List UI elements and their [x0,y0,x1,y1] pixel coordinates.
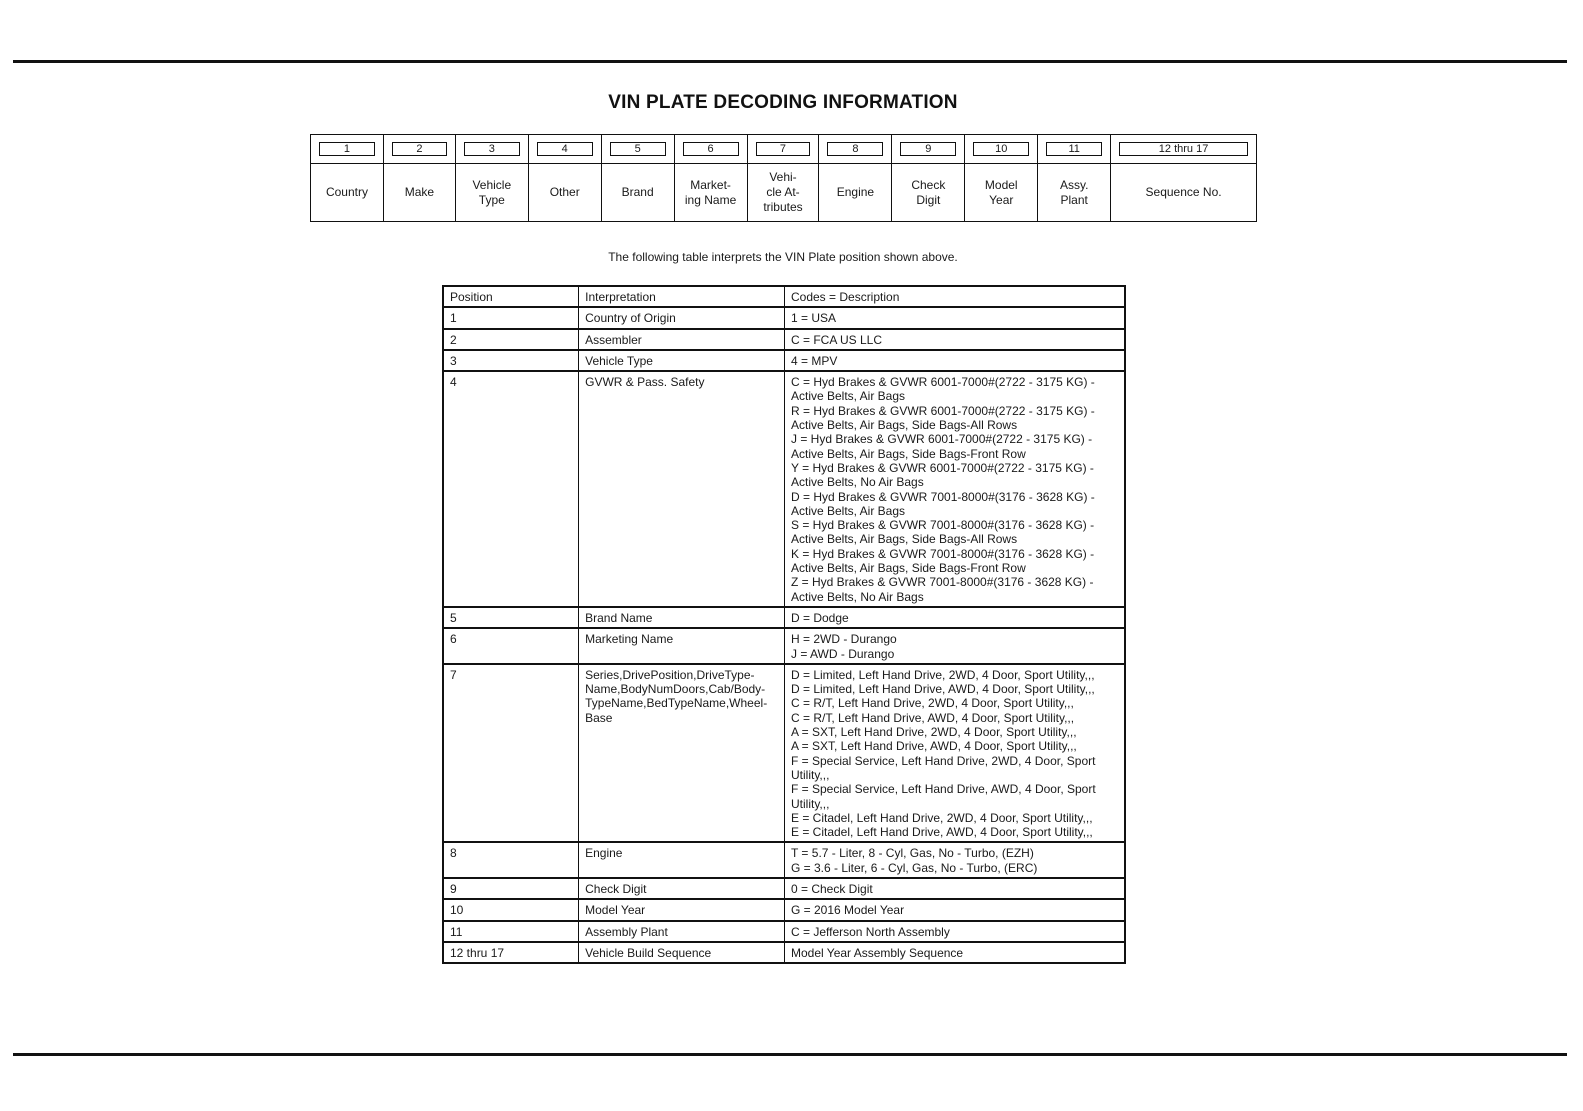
vin-position-number: 1 [319,142,375,156]
vin-position-label: Assy. Plant [1059,177,1089,207]
position-cell: 9 [443,878,579,899]
bottom-rule [13,1053,1567,1056]
codes-cell [784,329,1125,350]
vin-position-cell [311,135,384,221]
interpretation-cell: Vehicle Type [579,350,785,371]
top-rule [13,60,1567,63]
vin-position-number: 11 [1046,142,1102,156]
table-row [443,899,1125,920]
code-line: E = Citadel, Left Hand Drive, AWD, 4 Door, Sport Utility,,, [790,825,1093,840]
interpretation-cell: Series,DrivePosition,DriveType-Name,BodyNumDoors,Cab/Body-TypeName,BedTypeName,Wheel-Base [579,664,785,843]
interpretation-cell: Brand Name [579,607,785,628]
vin-position-cell [602,135,675,221]
vin-position-cell [965,135,1038,221]
code-line: C = Hyd Brakes & GVWR 6001-7000#(2722 - 3175 KG) - Active Belts, Air Bags [790,375,1095,404]
table-row [443,628,1125,664]
position-cell: 8 [443,842,579,878]
code-line: H = 2WD - Durango [790,632,897,647]
code-line: D = Limited, Left Hand Drive, AWD, 4 Door, Sport Utility,,, [790,682,1095,697]
code-line: Model Year Assembly Sequence [790,945,964,960]
interpretation-cell: GVWR & Pass. Safety [579,371,785,607]
vin-position-number: 12 thru 17 [1119,142,1248,156]
code-line: C = FCA US LLC [790,332,883,347]
vin-position-number: 4 [537,142,593,156]
position-cell: 4 [443,371,579,607]
table-row [443,350,1125,371]
vin-position-cell [529,135,602,221]
interpretation-cell: Assembly Plant [579,921,785,942]
table-row [443,842,1125,878]
interpretation-cell: Assembler [579,329,785,350]
table-row [443,607,1125,628]
vin-position-cell [456,135,529,221]
interpretation-cell: Marketing Name [579,628,785,664]
table-header-row [443,286,1125,307]
code-line: C = Jefferson North Assembly [790,924,950,939]
vin-position-strip [310,134,1257,222]
code-line: R = Hyd Brakes & GVWR 6001-7000#(2722 - 3175 KG) - Active Belts, Air Bags, Side Bags-All Rows [790,403,1095,433]
vin-position-label: Market- ing Name [684,177,737,207]
codes-cell [784,942,1125,963]
codes-cell [784,371,1125,607]
table-row [443,878,1125,899]
vin-position-number: 7 [756,142,811,156]
interpretation-cell: Check Digit [579,878,785,899]
interpretation-cell: Country of Origin [579,307,785,328]
position-cell: 5 [443,607,579,628]
header-interpretation: Interpretation [579,286,785,307]
vin-position-label: Brand [621,185,654,199]
vin-position-cell [384,135,456,221]
code-line: F = Special Service, Left Hand Drive, 2WD, 4 Door, Sport Utility,,, [790,753,1096,782]
header-codes: Codes = Description [784,286,1125,307]
code-line: C = R/T, Left Hand Drive, AWD, 4 Door, Sport Utility,,, [790,710,1075,725]
code-line: D = Dodge [790,610,849,625]
vin-position-number: 9 [900,142,956,156]
vin-decoding-table [442,285,1126,964]
position-cell: 11 [443,921,579,942]
code-line: Y = Hyd Brakes & GVWR 6001-7000#(2722 - 3175 KG) - Active Belts, No Air Bags [790,460,1094,490]
vin-position-cell [892,135,965,221]
codes-cell [784,842,1125,878]
codes-cell [784,878,1125,899]
page-title: VIN PLATE DECODING INFORMATION [608,92,958,113]
vin-position-number: 10 [973,142,1029,156]
vin-position-label: Make [404,185,435,199]
vin-position-number: 5 [610,142,666,156]
code-line: A = SXT, Left Hand Drive, AWD, 4 Door, Sport Utility,,, [790,739,1077,754]
code-line: E = Citadel, Left Hand Drive, 2WD, 4 Door, Sport Utility,,, [790,810,1093,825]
code-line: G = 3.6 - Liter, 6 - Cyl, Gas, No - Turbo, (ERC) [790,860,1038,875]
vin-position-label: Sequence No. [1145,185,1222,199]
vin-position-label: Check Digit [911,177,946,207]
table-row [443,371,1125,607]
header-position: Position [443,286,579,307]
vin-position-label: Vehi- cle At- tributes [763,170,803,214]
vin-position-label: Other [549,185,580,199]
table-row [443,664,1125,843]
code-line: 1 = USA [790,311,837,326]
position-cell: 7 [443,664,579,843]
vin-position-label: Vehicle Type [472,177,512,207]
position-cell: 2 [443,329,579,350]
vin-position-number: 8 [827,142,883,156]
code-line: D = Hyd Brakes & GVWR 7001-8000#(3176 - 3628 KG) - Active Belts, Air Bags [790,489,1095,518]
vin-position-cell [819,135,892,221]
code-line: J = AWD - Durango [790,646,895,661]
table-body [443,307,1125,963]
codes-cell [784,607,1125,628]
code-line: D = Limited, Left Hand Drive, 2WD, 4 Door, Sport Utility,,, [790,667,1095,682]
table-row [443,942,1125,963]
interpretation-cell: Model Year [579,899,785,920]
code-line: J = Hyd Brakes & GVWR 6001-7000#(2722 - 3175 KG) - Active Belts, Air Bags, Side Bags-Front Row [790,432,1093,461]
codes-cell [784,921,1125,942]
code-line: F = Special Service, Left Hand Drive, AWD, 4 Door, Sport Utility,,, [790,782,1096,811]
code-line: T = 5.7 - Liter, 8 - Cyl, Gas, No - Turbo, (EZH) [790,846,1034,861]
code-line: S = Hyd Brakes & GVWR 7001-8000#(3176 - 3628 KG) - Active Belts, Air Bags, Side Bags-All Rows [790,518,1095,547]
code-line: 0 = Check Digit [790,881,873,896]
codes-cell [784,628,1125,664]
code-line: A = SXT, Left Hand Drive, 2WD, 4 Door, Sport Utility,,, [790,725,1077,740]
table-row [443,921,1125,942]
vin-position-label: Engine [836,185,875,199]
interpretation-cell: Vehicle Build Sequence [579,942,785,963]
position-cell: 6 [443,628,579,664]
codes-cell [784,350,1125,371]
code-line: K = Hyd Brakes & GVWR 7001-8000#(3176 - 3628 KG) - Active Belts, Air Bags, Side Bags-Front Row [790,546,1095,576]
code-line: C = R/T, Left Hand Drive, 2WD, 4 Door, Sport Utility,,, [790,696,1074,711]
codes-cell [784,664,1125,843]
vin-position-cell [1111,135,1256,221]
position-cell: 1 [443,307,579,328]
codes-cell [784,307,1125,328]
intro-text: The following table interprets the VIN Plate position shown above. [608,250,958,264]
table-row [443,329,1125,350]
interpretation-cell: Engine [579,842,785,878]
code-line: G = 2016 Model Year [790,903,905,918]
vin-position-cell [1038,135,1111,221]
vin-position-number: 6 [683,142,739,156]
vin-position-label: Model Year [984,177,1018,207]
vin-position-label: Country [325,185,368,199]
vin-position-number: 3 [464,142,520,156]
vin-position-cell [748,135,820,221]
code-line: 4 = MPV [790,353,838,368]
position-cell: 10 [443,899,579,920]
position-cell: 3 [443,350,579,371]
table-row [443,307,1125,328]
position-cell: 12 thru 17 [443,942,579,963]
codes-cell [784,899,1125,920]
code-line: Z = Hyd Brakes & GVWR 7001-8000#(3176 - 3628 KG) - Active Belts, No Air Bags [790,575,1094,604]
vin-position-number: 2 [392,142,447,156]
vin-position-cell [675,135,748,221]
